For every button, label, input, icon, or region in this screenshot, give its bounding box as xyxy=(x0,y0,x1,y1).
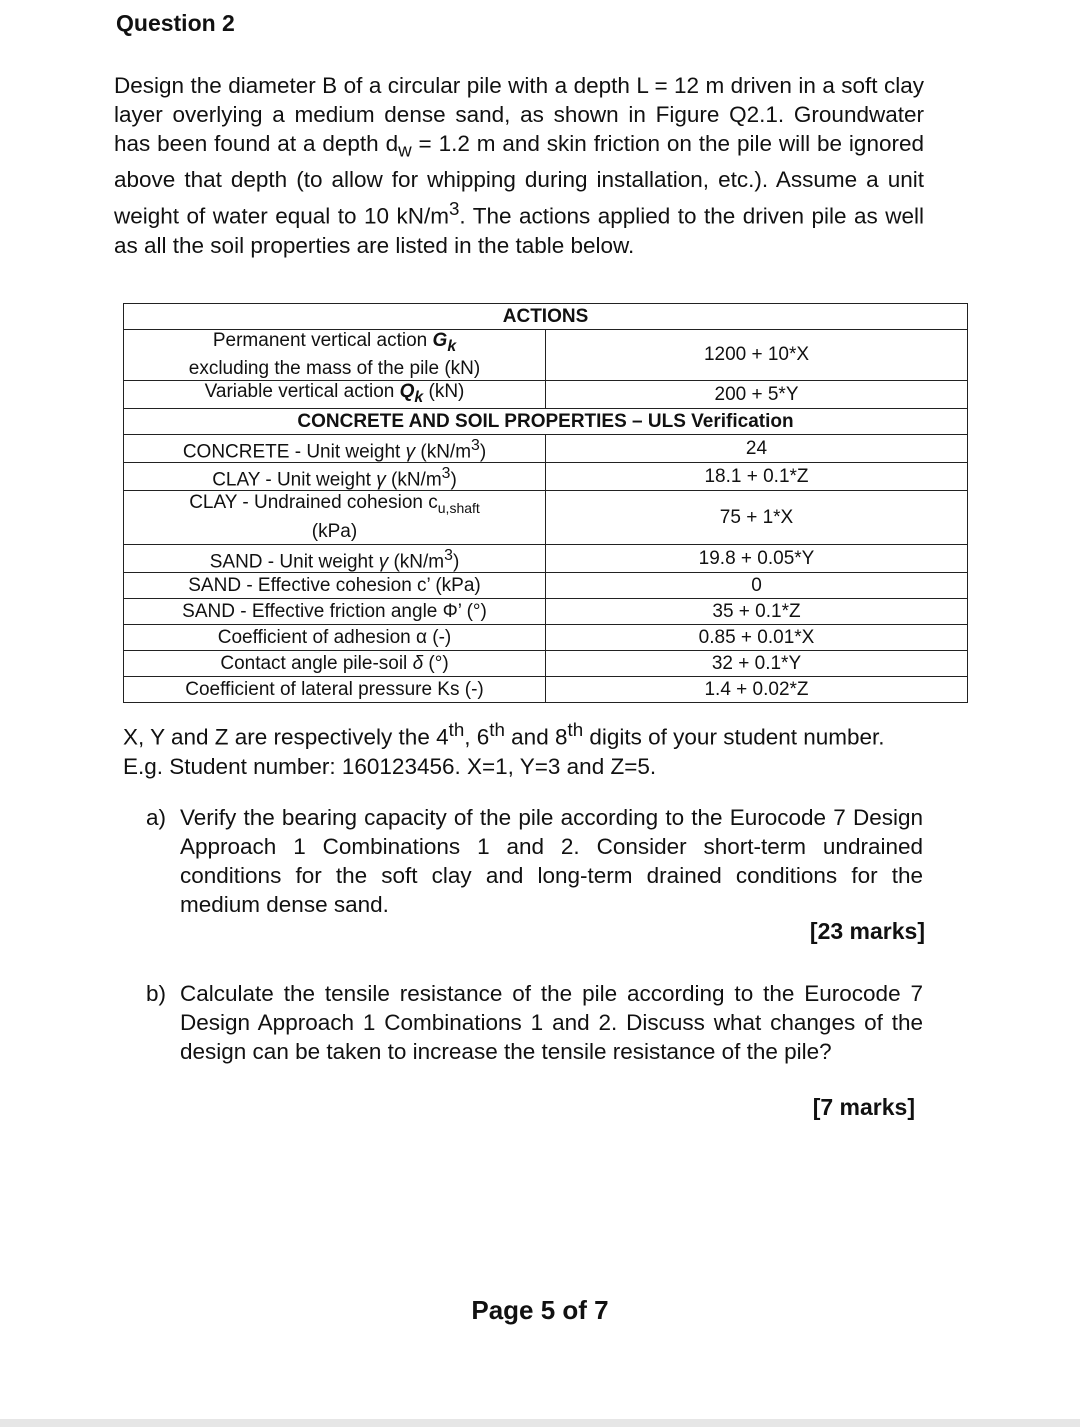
qk-label: Variable vertical action $Q_k$ (kN) xyxy=(124,380,546,408)
property-label: CLAY - Undrained cohesion $c_{u,shaft}$ (kPa) xyxy=(124,491,546,545)
property-value: 1.4 + 0.02*Z xyxy=(546,677,968,703)
table-row xyxy=(124,434,968,462)
table-row xyxy=(124,651,968,677)
property-label: SAND - Effective friction angle Φ’ (°) xyxy=(124,599,546,625)
property-value: 0 xyxy=(546,573,968,599)
part-a xyxy=(146,803,923,919)
property-value: 35 + 0.1*Z xyxy=(546,599,968,625)
table-row xyxy=(124,462,968,490)
property-value: 0.85 + 0.01*X xyxy=(546,625,968,651)
property-value: 24 xyxy=(546,434,968,462)
property-value: 32 + 0.1*Y xyxy=(546,651,968,677)
bottom-scroll-bar xyxy=(0,1419,1080,1427)
property-value: 75 + 1*X xyxy=(546,491,968,545)
property-value: 19.8 + 0.05*Y xyxy=(546,545,968,573)
property-label: Coefficient of lateral pressure Ks (-) xyxy=(124,677,546,703)
part-b-label: b) xyxy=(146,981,167,1006)
question-title: Question 2 xyxy=(116,10,235,36)
table-row xyxy=(124,380,968,408)
part-a-label: a) xyxy=(146,805,167,830)
table-row xyxy=(124,330,968,381)
property-label: CLAY - Unit weight γ $(kN/m^3)$ xyxy=(124,462,546,490)
properties-table xyxy=(123,303,968,703)
digits-note: X, Y and Z are respectively the 4th, 6th and 8th digits of your student number. E.g. Student number: 160123456. X=1, Y=3 and Z=5. xyxy=(123,719,885,779)
part-a-marks: [23 marks] xyxy=(809,918,925,944)
properties-header: CONCRETE AND SOIL PROPERTIES – ULS Verification xyxy=(124,408,968,434)
table-row xyxy=(124,491,968,545)
property-label: Contact angle pile-soil δ (°) xyxy=(124,651,546,677)
intro-paragraph: Design the diameter B of a circular pile with a depth L = 12 m driven in a soft clay layer overlying a medium dense sand, as shown in Figure Q2.1. Groundwater has been found at a depth $d_w = 1.2$ m and skin friction on the pile will be ignored above that depth (to allow for whipping during installation, etc.). Assume a unit weight of water equal to 10 $kN/m^3$. The actions applied to the driven pile as well as all the soil properties are listed in the table below. xyxy=(114,73,924,259)
table-row xyxy=(124,573,968,599)
table-row xyxy=(124,677,968,703)
property-value: 18.1 + 0.1*Z xyxy=(546,462,968,490)
property-label: CONCRETE - Unit weight γ $(kN/m^3)$ xyxy=(124,434,546,462)
property-label: SAND - Effective cohesion c’ (kPa) xyxy=(124,573,546,599)
table-row xyxy=(124,408,968,434)
part-b-marks: [7 marks] xyxy=(812,1094,915,1120)
gk-value: 1200 + 10*X xyxy=(546,330,968,381)
qk-value: 200 + 5*Y xyxy=(546,380,968,408)
table-row xyxy=(124,545,968,573)
property-label: SAND - Unit weight γ $(kN/m^3)$ xyxy=(124,545,546,573)
property-label: Coefficient of adhesion α (-) xyxy=(124,625,546,651)
page-number: Page 5 of 7 xyxy=(471,1295,609,1325)
table-row xyxy=(124,599,968,625)
table-row xyxy=(124,625,968,651)
table-row xyxy=(124,304,968,330)
gk-label: Permanent vertical action $G_k$ excluding the mass of the pile (kN) xyxy=(124,330,546,381)
part-b-text: Calculate the tensile resistance of the pile according to the Eurocode 7 Design Approach 1 Combinations 1 and 2. Discuss what changes of the design can be taken to increase the tensile resistance of the pile? xyxy=(180,981,923,1064)
part-b xyxy=(146,979,923,1066)
part-a-text: Verify the bearing capacity of the pile according to the Eurocode 7 Design Approach 1 Combinations 1 and 2. Consider short-term undrained conditions for the soft clay and long-term drained conditions for the medium dense sand. xyxy=(180,805,923,917)
actions-header: ACTIONS xyxy=(124,304,968,330)
